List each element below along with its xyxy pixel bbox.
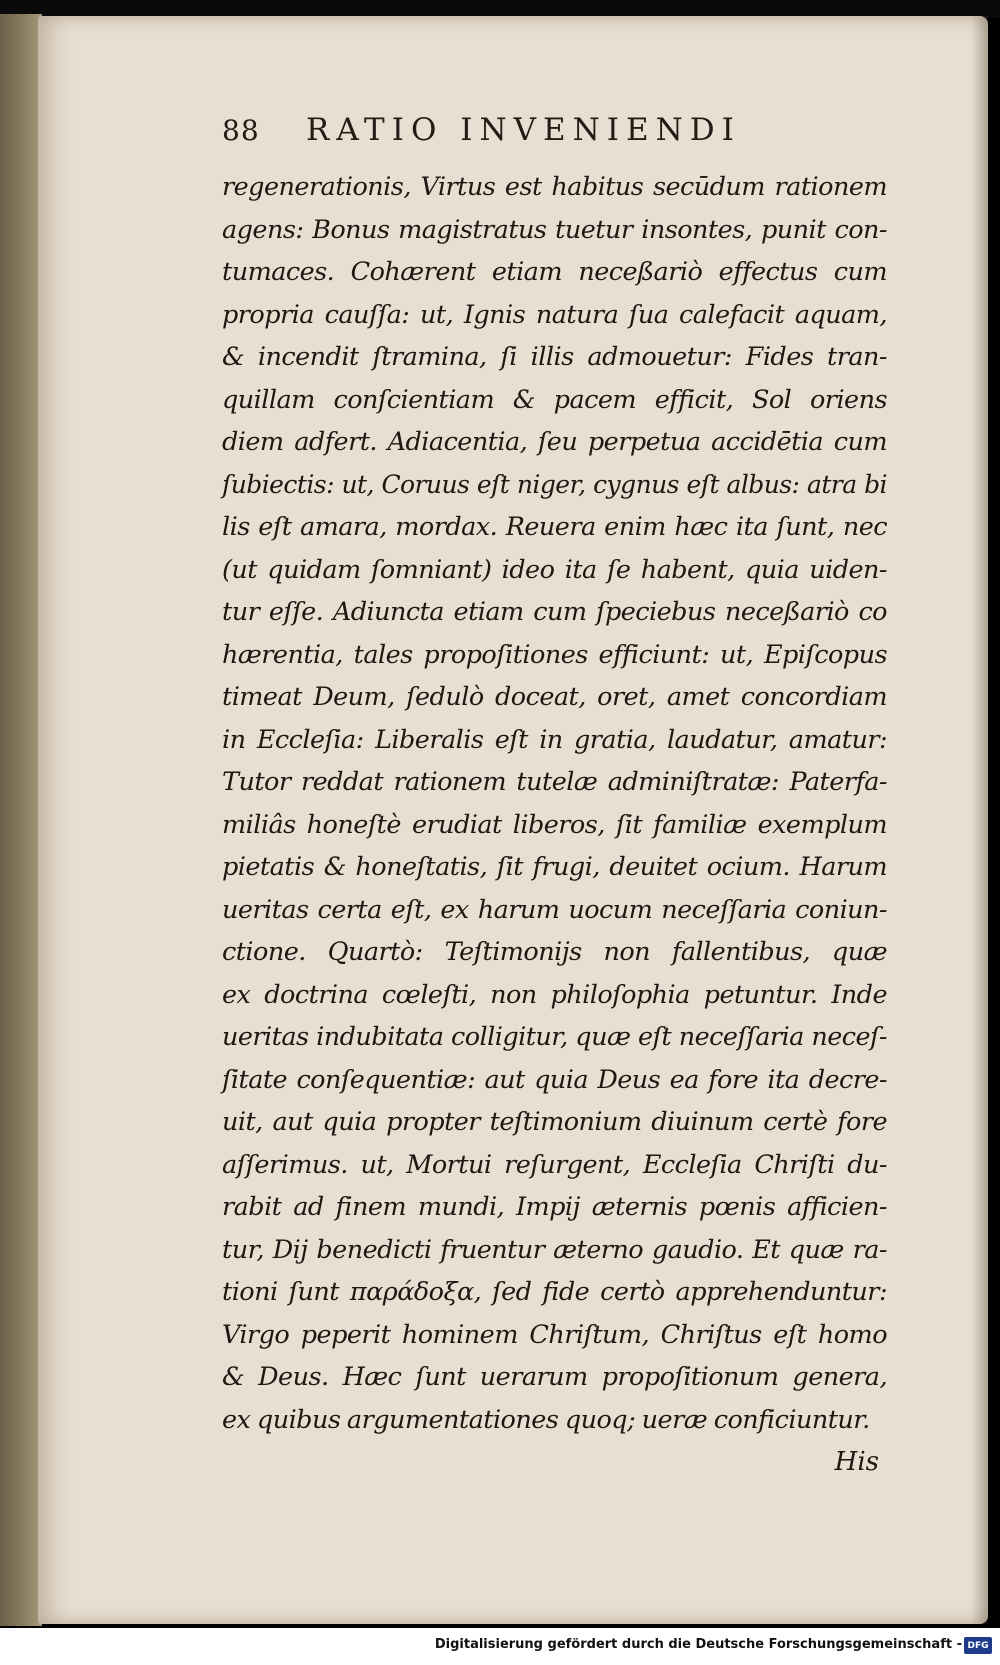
text-line: uit, aut quia propter teſtimonium diuinum certè fore	[222, 1107, 887, 1137]
text-line: ex doctrina cœleſti, non philoſophia petuntur. Inde	[222, 979, 887, 1010]
page-gutter-shadow	[970, 16, 988, 1624]
text-line: tur, Dij benedicti fruentur æterno gaudio. Et quæ ra-	[222, 1234, 887, 1265]
text-line: tur eſſe. Adiuncta etiam cum ſpeciebus neceßariò co	[222, 597, 887, 627]
text-line: pietatis & honeſtatis, ſit frugi, deuitet ocium. Harum	[222, 852, 887, 882]
text-line: miliâs honeſtè erudiat liberos, ſit familiæ exemplum	[222, 809, 887, 840]
text-line: tioni ſunt παράδοξα, ſed fide certò apprehenduntur:	[222, 1277, 887, 1307]
page-number: 88	[222, 114, 260, 147]
text-line: ueritas certa eſt, ex harum uocum neceſſaria coniun-	[222, 894, 887, 925]
text-line: in Eccleſia: Liberalis eſt in gratia, laudatur, amatur:	[222, 724, 887, 755]
text-line: Virgo peperit hominem Chriſtum, Chriſtus eſt homo	[222, 1319, 887, 1350]
text-line: hærentia, tales propoſitiones efficiunt: ut, Epiſcopus	[222, 639, 887, 670]
digitization-footer	[0, 1628, 1000, 1665]
text-line: ueritas indubitata colligitur, quæ eſt neceſſaria neceſ-	[222, 1022, 887, 1052]
text-line: & incendit ſtramina, ſi illis admouetur: Fides tran-	[222, 342, 887, 372]
running-head	[222, 112, 862, 160]
text-line: ſitate conſequentiæ: aut quia Deus ea fore ita decre-	[222, 1064, 887, 1095]
text-line: agens: Bonus magistratus tuetur insontes, punit con-	[222, 214, 887, 245]
book-cover-edge	[0, 14, 42, 1626]
text-line: timeat Deum, ſedulò doceat, oret, amet concordiam	[222, 682, 887, 712]
catchword: His	[834, 1447, 879, 1477]
body-text	[222, 166, 887, 1484]
text-line: quillam conſcientiam & pacem efficit, Sol oriens	[222, 384, 887, 415]
text-line: (ut quidam ſomniant) ideo ita ſe habent, quia uiden-	[222, 554, 887, 585]
text-line: lis eſt amara, mordax. Reuera enim hæc ita ſunt, nec	[222, 512, 887, 542]
text-line: propria cauſſa: ut, Ignis natura ſua calefacit aquam,	[222, 299, 887, 330]
text-line: Tutor reddat rationem tutelæ adminiſtratæ: Paterfa-	[222, 767, 887, 797]
text-line: diem adfert. Adiacentia, ſeu perpetua accidētia cum	[222, 427, 887, 457]
running-title: RATIO INVENIENDI	[306, 112, 741, 148]
dfg-logo-icon: DFG	[964, 1637, 992, 1654]
text-line: ex quibus argumentationes quoq; ueræ conficiuntur.	[222, 1404, 870, 1435]
text-line: ſubiectis: ut, Coruus eſt niger, cygnus eſt albus: atra bi	[222, 469, 887, 499]
text-line: aſſerimus. ut, Mortui reſurgent, Eccleſia Chriſti du-	[222, 1149, 887, 1180]
text-line: & Deus. Hæc ſunt uerarum propoſitionum genera,	[222, 1362, 887, 1392]
text-line: regenerationis, Virtus est habitus secūdum rationem	[222, 172, 887, 202]
text-line: ctione. Quartò: Teſtimonijs non fallentibus, quæ	[222, 937, 887, 967]
text-line: tumaces. Cohærent etiam neceßariò effectus cum	[222, 257, 887, 287]
funding-credit: Digitalisierung gefördert durch die Deutsche Forschungsgemeinschaft -	[434, 1637, 962, 1652]
text-line: rabit ad finem mundi, Impij æternis pœnis afficien-	[222, 1192, 887, 1222]
